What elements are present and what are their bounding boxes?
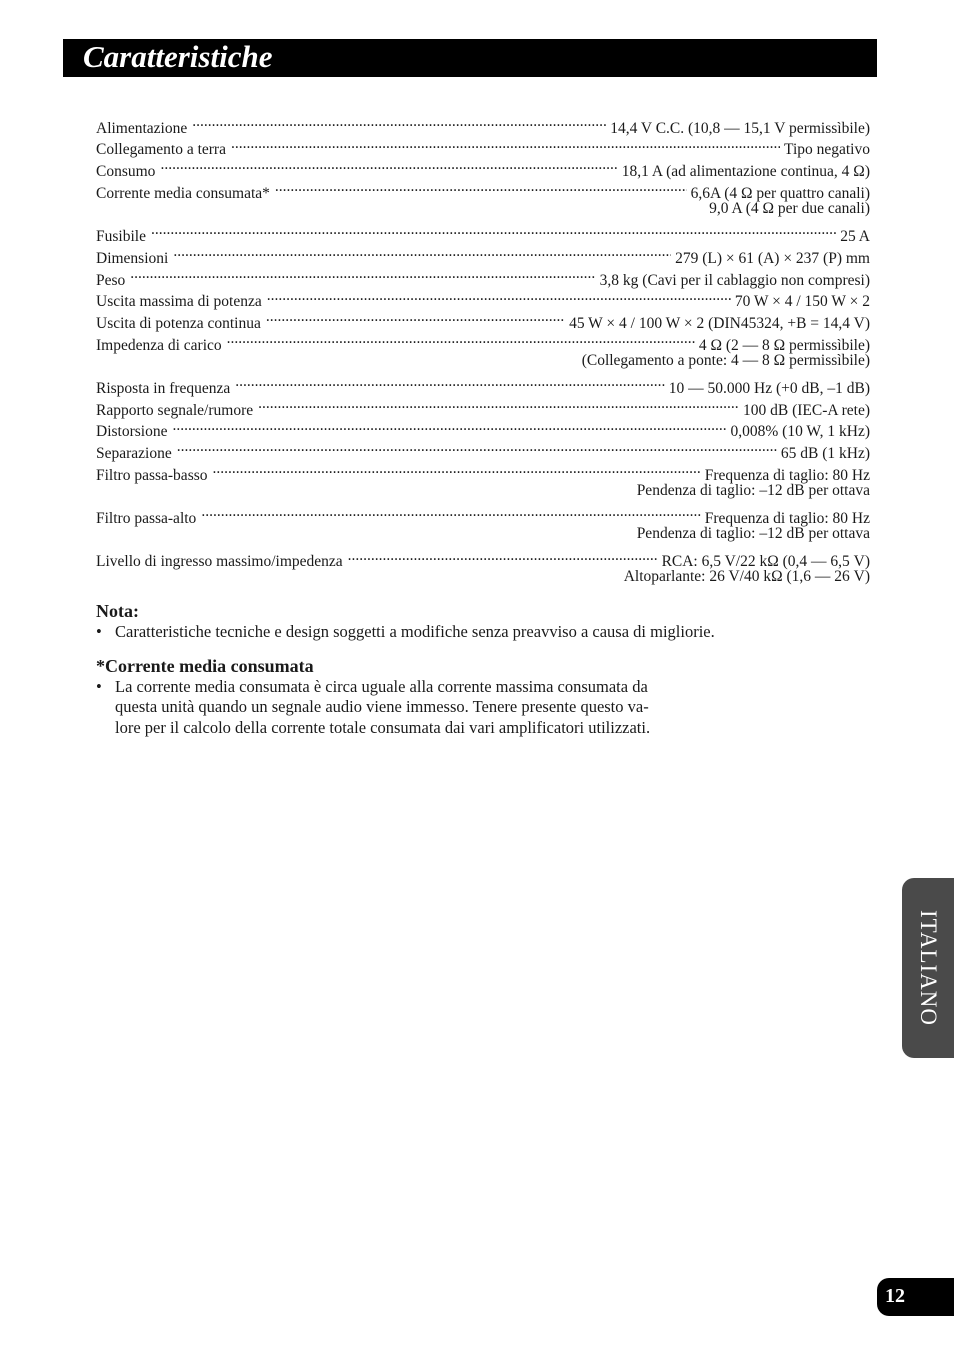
spec-label: Consumo [96,163,156,181]
spec-value: 45 W × 4 / 100 W × 2 (DIN45324, +B = 14,4 V) [569,314,870,332]
spec-row [96,219,870,246]
spec-row [96,111,870,137]
dot-leader [192,111,606,133]
spec-value: 14,4 V C.C. (10,8 — 15,1 V permissìbile) [610,119,870,137]
spec-label: Rapporto segnale/rumore [96,401,254,419]
page-title: Caratteristiche [83,39,273,74]
dot-leader [267,285,731,307]
spec-row [96,154,870,181]
spec-label: Separazione [96,445,172,462]
spec-label: Filtro passa-basso [96,466,208,484]
notes-section [96,600,816,738]
spec-label: Uscita massima di potenza [96,293,262,311]
spec-row [96,436,870,462]
spec-row [96,501,870,528]
dot-leader [231,133,780,155]
dot-leader [348,545,658,567]
dot-leader [160,154,617,176]
spec-value: Frequenza di taglio: 80 Hz [704,466,870,484]
spec-label: Distorsione [96,423,168,441]
dot-leader [172,415,726,437]
corrente-heading: *Corrente media consumata [96,655,314,676]
spec-value: 3,8 kg (Cavi per il cablaggio non compresi) [599,271,870,289]
spec-label: Filtro passa-alto [96,510,197,528]
spec-row [96,371,870,397]
spec-continuation-row [96,523,870,545]
spec-value: (Collegamento a ponte: 4 — 8 Ω permissìbile) [581,351,870,369]
dot-leader [130,263,595,285]
spec-value: Tipo negativo [784,141,870,159]
dot-leader [201,501,700,523]
spec-value: 70 W × 4 / 150 W × 2 [734,293,870,311]
spec-value: 0,008% (10 W, 1 kHz) [730,423,870,441]
dot-leader [235,371,665,393]
dot-leader [173,241,671,263]
nota-bullet [96,622,816,643]
corrente-line: lore per il calcolo della corrente totale consumata dai vari amplificatori utilizzati. [115,717,651,737]
dot-leader [266,306,565,328]
spec-value: Altoparlante: 26 V/40 kΩ (1,6 — 26 V) [623,568,870,586]
spec-label: Collegamento a terra [96,141,226,159]
spec-value: 279 (L) × 61 (A) × 237 (P) mm [675,249,870,267]
spec-row [96,241,870,267]
spec-label: Impedenza di carico [96,336,222,354]
dot-leader [275,176,687,198]
spec-value: 100 dB (IEC-A rete) [743,401,870,419]
spec-label: Uscita di potenza continua [96,314,261,332]
spec-value: RCA: 6,5 V/22 kΩ (0,4 — 6,5 V) [661,553,870,571]
title-bar [63,39,877,77]
spec-value: 65 dB (1 kHz) [780,445,870,462]
spec-continuation-row [96,480,870,502]
corrente-line: La corrente media consumata è circa uguale alla corrente massima consumata da [115,676,648,696]
language-tab-label: ITALIANO [916,909,941,1027]
bullet-icon: • [96,622,102,641]
spec-value: Frequenza di taglio: 80 Hz [704,510,870,528]
corrente-bullet [96,677,816,739]
dot-leader [258,393,739,415]
spec-value: 6,6A (4 Ω per quattro canali) [690,184,870,202]
bullet-icon: • [96,676,102,696]
spec-value: Pendenza di taglio: –12 dB per ottava [636,525,870,543]
spec-value: 25 A [840,228,870,246]
language-tab [902,878,954,1058]
spec-label: Peso [96,271,126,289]
spec-value: 4 Ω (2 — 8 Ω permissìbile) [698,336,870,354]
spec-value: 18,1 A (ad alimentazione continua, 4 Ω) [621,163,870,181]
spec-label: Risposta in frequenza [96,379,231,397]
dot-leader [177,436,777,458]
spec-value: 9,0 A (4 Ω per due canali) [709,199,870,217]
spec-row [96,545,870,571]
spec-label: Livello di ingresso massimo/impedenza [96,553,343,571]
corrente-line: questa unità quando un segnale audio viene immesso. Tenere presente questo va- [115,697,649,716]
nota-text: Caratteristiche tecniche e design soggetti a modifiche senza preavviso a causa di migliorie. [115,622,715,641]
spec-label: Dimensioni [96,249,169,267]
spec-label: Fusibile [96,228,146,246]
spec-label: Corrente media consumata* [96,184,270,202]
dot-leader [151,219,836,241]
specs-list [96,111,870,588]
spec-row [96,133,870,159]
spec-value: 10 — 50.000 Hz (+0 dB, –1 dB) [668,379,870,397]
page-number-badge [877,1278,954,1316]
spec-label: Alimentazione [96,119,188,137]
dot-leader [213,458,701,480]
nota-heading: Nota: [96,601,139,621]
spec-row [96,458,870,484]
spec-value: Pendenza di taglio: –12 dB per ottava [636,481,870,499]
dot-leader [227,328,695,350]
page-number: 12 [885,1285,905,1307]
